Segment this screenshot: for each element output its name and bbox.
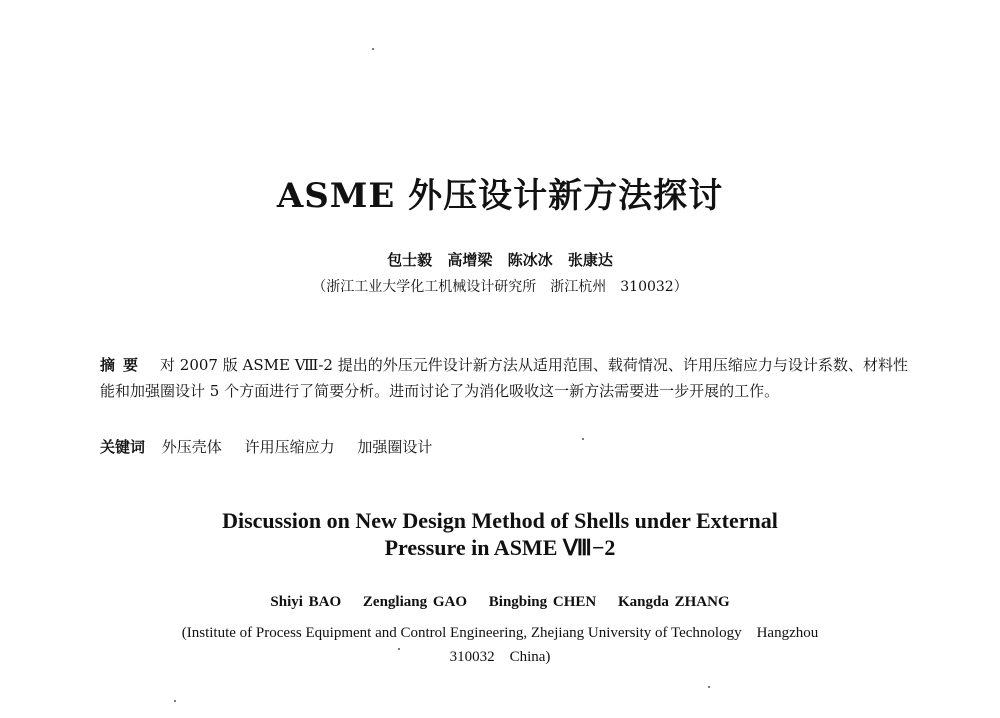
scan-speck [582, 438, 584, 440]
scan-speck [174, 700, 176, 702]
english-affiliation-line-1: (Institute of Process Equipment and Control Engineering, Zhejiang University of Technology Hangzhou [181, 625, 819, 641]
english-affiliation [0, 621, 1000, 669]
english-title-line-1: Discussion on New Design Method of Shells under External [222, 508, 778, 533]
scan-speck [372, 48, 374, 50]
scan-speck [398, 648, 400, 650]
chinese-abstract [100, 352, 908, 404]
english-authors [0, 594, 1000, 611]
author-zh-3: 陈冰冰 [507, 251, 553, 269]
keyword-3: 加强圈设计 [357, 438, 433, 456]
scan-speck [708, 686, 710, 688]
english-title [0, 507, 1000, 561]
english-affiliation-line-2: 310032 China) [449, 649, 551, 665]
keywords-label: 关键词 [100, 438, 146, 456]
keyword-1: 外压壳体 [161, 438, 222, 456]
author-en-4: Kangda ZHANG [618, 594, 730, 610]
abstract-label: 摘要 [100, 356, 147, 374]
author-zh-4: 张康达 [567, 251, 613, 269]
author-zh-2: 高增梁 [447, 251, 493, 269]
author-en-2: Zengliang GAO [362, 594, 468, 610]
author-en-3: Bingbing CHEN [488, 594, 597, 610]
english-title-line-2: Pressure in ASME Ⅷ−2 [384, 535, 616, 560]
author-en-1: Shiyi BAO [270, 594, 342, 610]
chinese-affiliation: （浙江工业大学化工机械设计研究所 浙江杭州 310032） [312, 279, 688, 295]
abstract-text: 对 2007 版 ASME Ⅷ-2 提出的外压元件设计新方法从适用范围、载荷情况、许用压缩应力与设计系数、材料性能和加强圈设计 5 个方面进行了简要分析。进而讨论了为消化吸收这一新方法需要进一步开展的工作。 [100, 356, 908, 400]
chinese-authors [0, 249, 1000, 270]
chinese-keywords [100, 434, 908, 460]
keyword-2: 许用压缩应力 [244, 438, 335, 456]
author-zh-1: 包士毅 [387, 251, 433, 269]
chinese-title: ASME 外压设计新方法探讨 [276, 176, 724, 216]
